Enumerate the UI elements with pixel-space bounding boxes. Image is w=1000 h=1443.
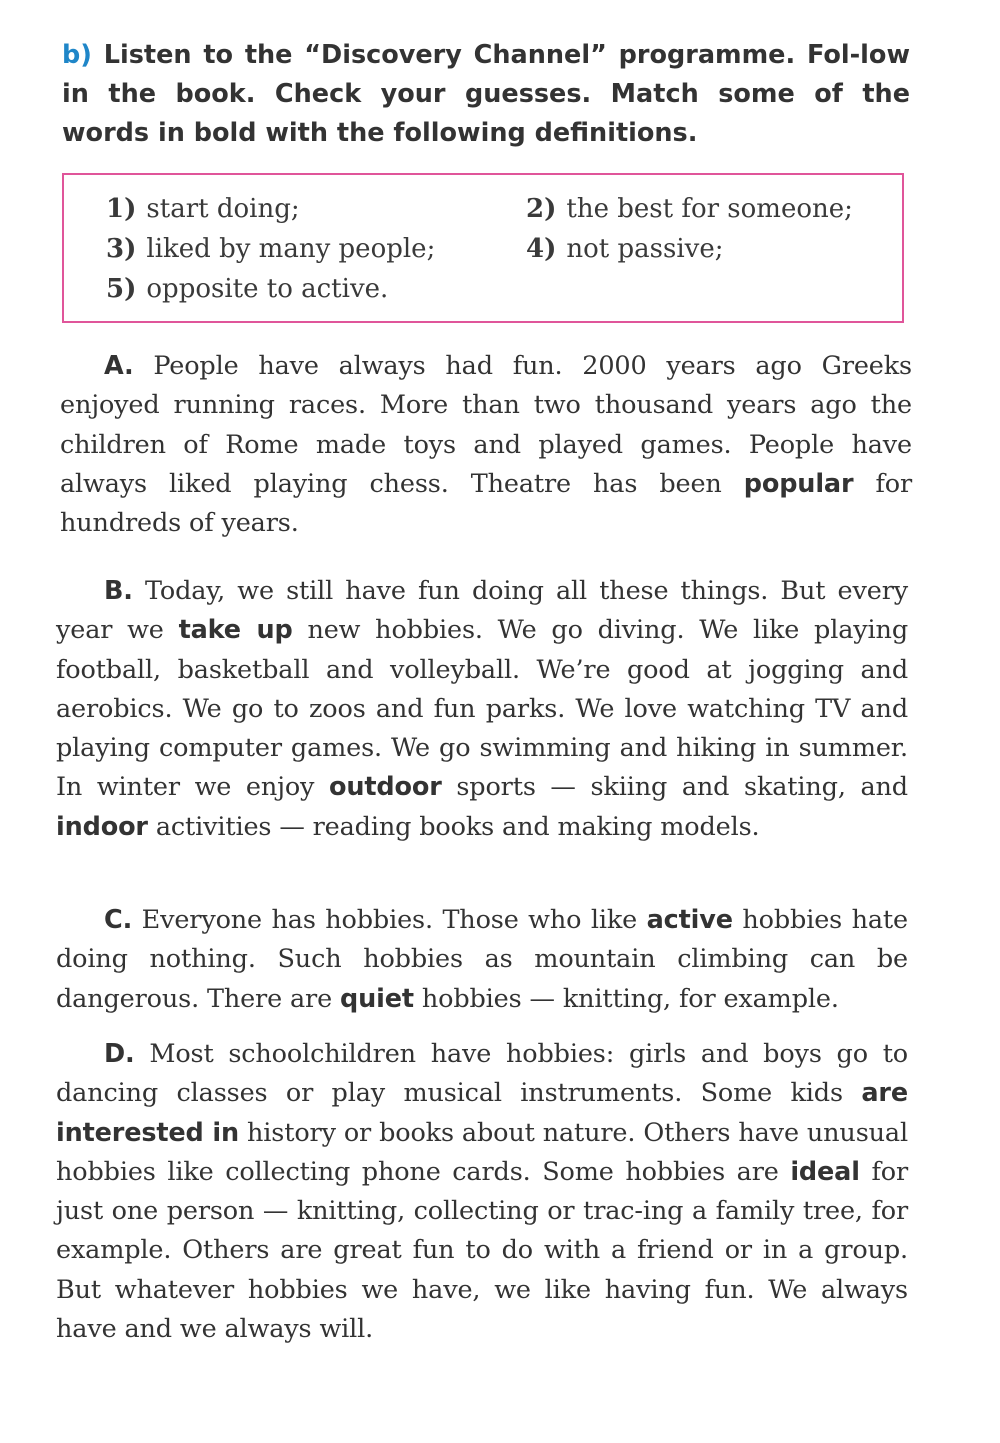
bold-word: take up [178,615,293,646]
paragraph-letter: A. [104,351,134,381]
bold-word: ideal [790,1156,860,1187]
definition-text: opposite to active. [146,274,389,304]
definition-item [106,229,435,269]
paragraph-text: new hobbies. We go diving. We like playing football, basketball and volleyball. We’re good at jogging and aerobics. We go to zoos and fun parks. We love watching TV and playing computer games. We go swimming and hiking in summer. In winter we enjoy [56,615,909,803]
definition-item [106,189,300,229]
bold-word: popular [743,468,854,499]
paragraph-text: for hundreds of years. [60,468,912,539]
definition-text: start doing; [146,194,300,224]
paragraph-letter: D. [104,1039,135,1069]
task-instruction [62,36,910,153]
paragraph-text: hobbies — knitting, for example. [421,983,839,1014]
paragraph-d [56,1035,908,1349]
bold-word: quiet [340,983,414,1014]
paragraph-a [60,347,912,543]
paragraph-text: Most schoolchildren have hobbies: girls and boys go to dancing classes or play musical instruments. Some kids [56,1039,908,1109]
paragraph-c [56,901,908,1019]
paragraph-b [56,572,908,847]
paragraph-text: activities — reading books and making models. [155,811,760,842]
paragraph-text: Everyone has hobbies. Those who like [141,905,638,935]
definition-text: the best for someone; [566,194,853,224]
definition-text: liked by many people; [146,234,436,264]
definition-number: 4) [526,234,557,264]
definitions-box [62,173,904,323]
definition-number: 3) [106,234,137,264]
bold-word: are interested in [56,1078,908,1148]
definition-number: 1) [106,194,137,224]
paragraph-text: sports — skiing and skating, and [456,772,908,803]
definition-number: 5) [106,274,137,304]
definition-item [526,189,853,229]
bold-word: active [646,905,733,935]
task-label: b) [62,40,92,70]
paragraph-text: Today, we still have fun doing all these things. But every year we [56,576,908,646]
paragraph-text: People have always had fun. 2000 years ago Greeks enjoyed running races. More than two thousand years ago the children of Rome made toys and played games. People have always liked playing chess. Theatre has been [60,351,912,499]
task-text: Listen to the “Discovery Channel” programme. Fol-low in the book. Check your guesses. Match some of the words in bold with the following definitions. [62,40,910,148]
paragraph-letter: B. [104,576,133,606]
paragraph-letter: C. [104,905,133,935]
definition-item [106,269,388,309]
paragraph-text: hobbies hate doing nothing. Such hobbies as mountain climbing can be dangerous. There are [56,905,908,1014]
bold-word: indoor [56,811,148,842]
paragraph-text: for just one person — knitting, collecting or trac-ing a family tree, for example. Others are great fun to do with a friend or in a group. But whatever hobbies we have, we like having fun. We always have and we always will. [56,1156,909,1345]
definition-text: not passive; [566,234,724,264]
definition-number: 2) [526,194,557,224]
paragraph-text: history or books about nature. Others have unusual hobbies like collecting phone cards. Some hobbies are [56,1117,908,1187]
definition-item [526,229,724,269]
bold-word: outdoor [329,772,442,803]
